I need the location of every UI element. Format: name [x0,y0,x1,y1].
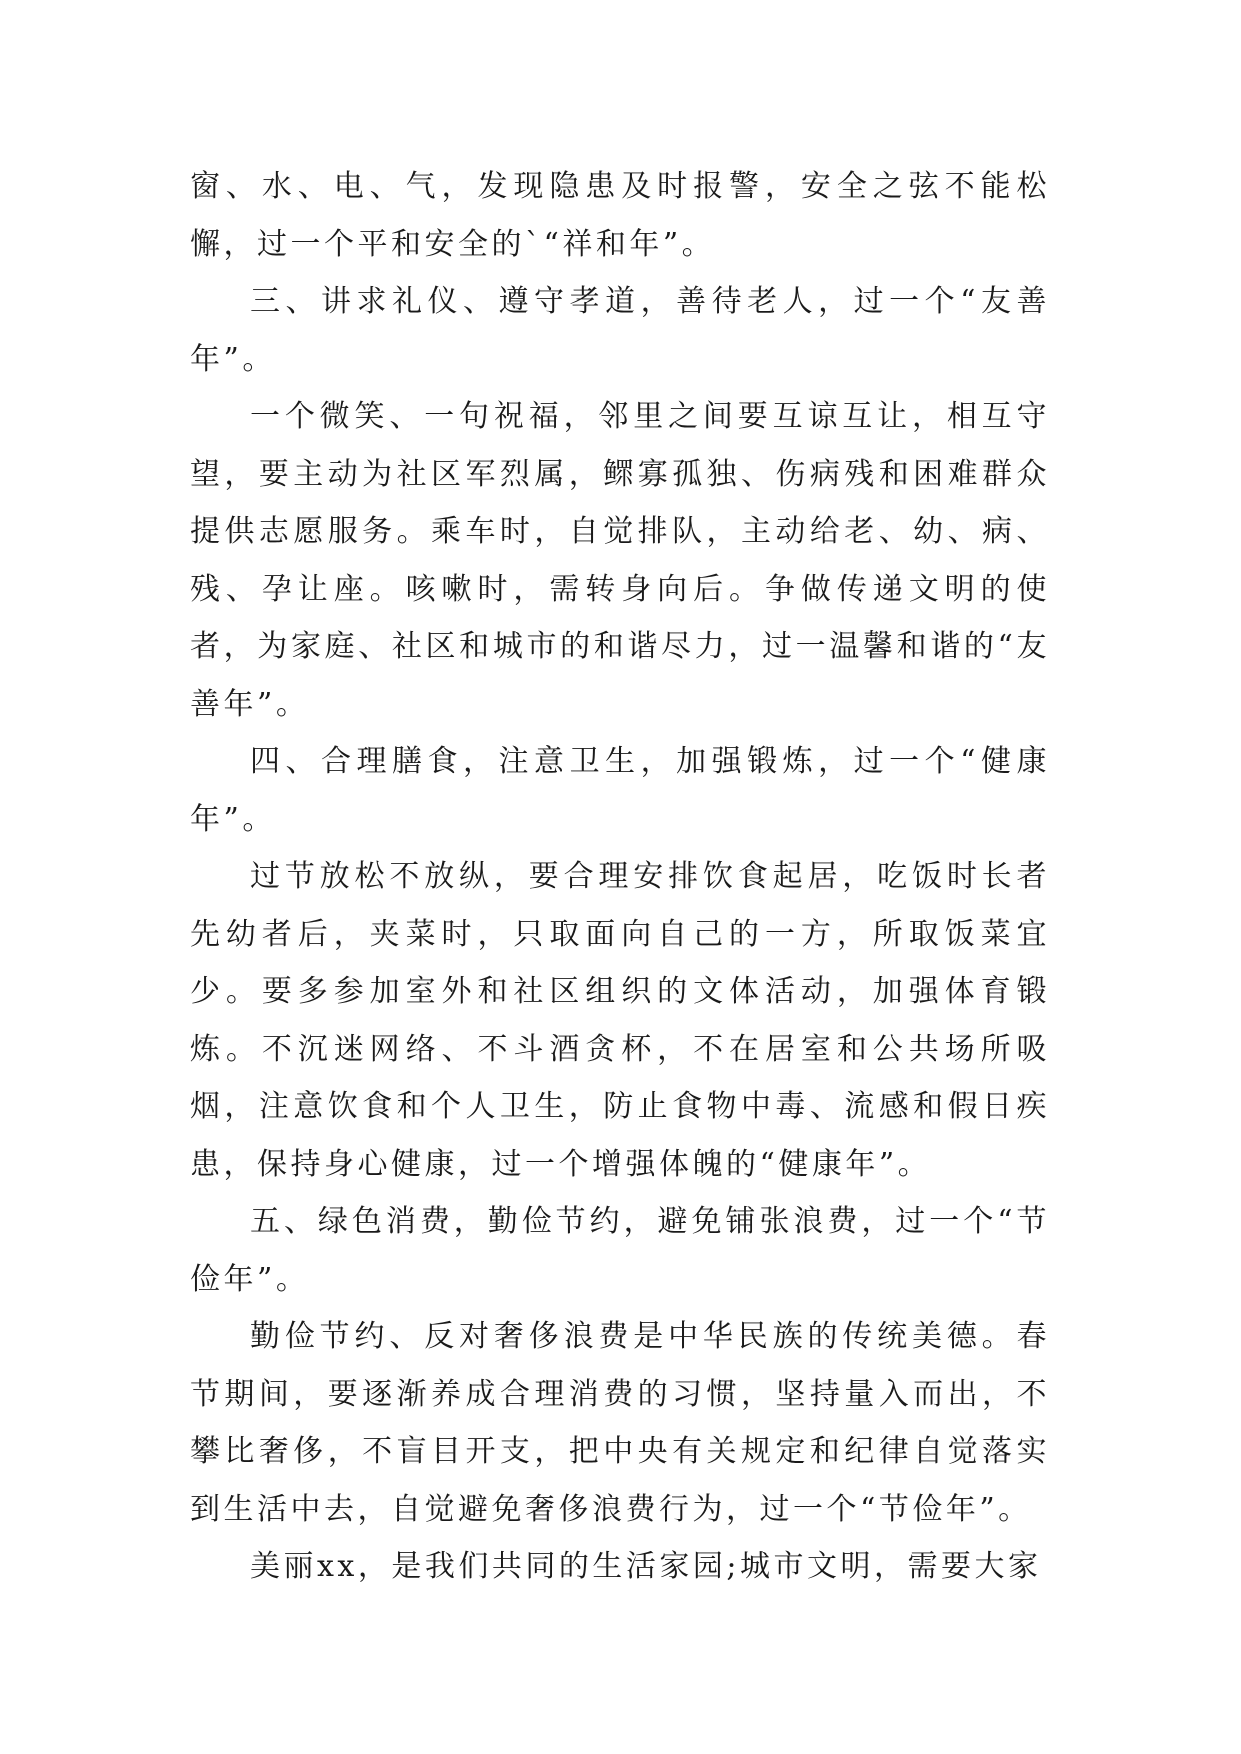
paragraph-closing: 美丽xx，是我们共同的生活家园;城市文明，需要大家 [250,1549,1042,1584]
heading-frugal-year: 五、绿色消费，勤俭节约，避免铺张浪费，过一个“节俭年”。 [190,1204,1050,1297]
paragraph-frugal-year: 勤俭节约、反对奢侈浪费是中华民族的传统美德。春节期间，要逐渐养成合理消费的习惯，坚持量入而出，不攀比奢侈，不盲目开支，把中央有关规定和纪律自觉落实到生活中去，自觉避免奢侈浪费行为，过一个“节俭年”。 [190,1319,1050,1527]
heading-healthy-year: 四、合理膳食，注意卫生，加强锻炼，过一个“健康年”。 [190,744,1050,837]
paragraph-healthy-year: 过节放松不放纵，要合理安排饮食起居，吃饭时长者先幼者后，夹菜时，只取面向自己的一方，所取饭菜宜少。要多参加室外和社区组织的文体活动，加强体育锻炼。不沉迷网络、不斗酒贪杯，不在居室和公共场所吸烟，注意饮食和个人卫生，防止食物中毒、流感和假日疾患，保持身心健康，过一个增强体魄的“健康年”。 [190,859,1050,1182]
paragraph-friendly-year: 一个微笑、一句祝福，邻里之间要互谅互让，相互守望，要主动为社区军烈属，鳏寡孤独、伤病残和困难群众提供志愿服务。乘车时，自觉排队，主动给老、幼、病、残、孕让座。咳嗽时，需转身向后。争做传递文明的使者，为家庭、社区和城市的和谐尽力，过一温馨和谐的“友善年”。 [190,399,1050,722]
paragraph-safety-continued: 窗、水、电、气，发现隐患及时报警，安全之弦不能松懈，过一个平和安全的`“祥和年”。 [190,169,1050,262]
document-body [190,158,1050,1596]
heading-friendly-year: 三、讲求礼仪、遵守孝道，善待老人，过一个“友善年”。 [190,284,1050,377]
